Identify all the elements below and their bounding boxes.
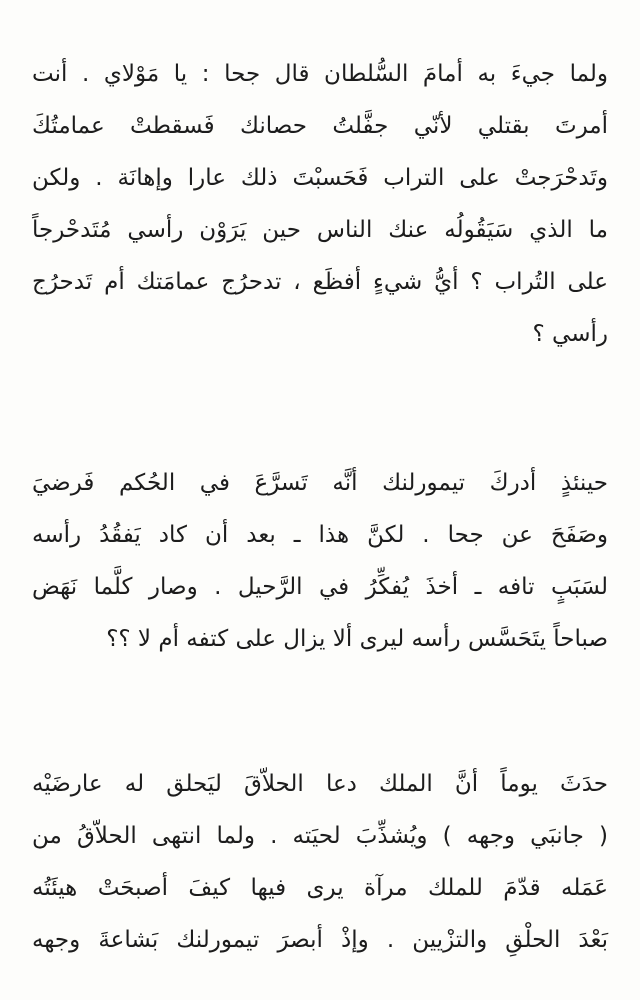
paragraph-2	[32, 457, 608, 665]
text-line: عَمَله قدّمَ للملك مرآة يرى فيها كيفَ أصبحَتْ هيئَتُه	[32, 875, 608, 901]
text-line: وصَفَحَ عن جحا . لكنَّ هذا ـ بعد أن كاد يَفقُدُ رأسه	[32, 522, 608, 548]
paragraph-1	[32, 48, 608, 360]
text-line: بَعْدَ الحلْقِ والتزْيين . وإذْ أبصرَ تيمورلنك بَشاعةَ وجهه	[32, 927, 608, 953]
text-line: أمرتَ بقتلي لأنّي جفَّلتُ حصانك فَسقطتْ عمامتُكَ	[32, 113, 608, 139]
text-line: لسَبَبٍ تافه ـ أخذَ يُفكِّرُ في الرَّحيل . وصار كلَّما نَهَض	[32, 574, 608, 600]
text-line: وتَدحْرَجتْ على التراب فَحَسبْتَ ذلك عارا وإهانَة . ولكن	[32, 165, 608, 191]
text-line: ولما جيءَ به أمامَ السُّلطان قال جحا : يا مَوْلاي . أنت	[32, 61, 608, 87]
text-line: حينئذٍ أدركَ تيمورلنك أنَّه تَسرَّعَ في الحُكم فَرضيَ	[32, 470, 608, 496]
text-line: رأسي ؟	[532, 321, 608, 347]
text-line: على التُراب ؟ أيُّ شيءٍ أفظَع ، تدحرُج عمامَتك أم تَدحرُج	[32, 269, 608, 295]
text-line: صباحاً يتَحَسَّس رأسه ليرى ألا يزال على كتفه أم لا ؟؟	[106, 626, 608, 652]
text-line: ما الذي سَيَقُولُه عنك الناس حين يَرَوْن رأسي مُتَدحْرجاً	[32, 217, 608, 243]
paragraph-3	[32, 758, 608, 966]
text-line: ( جانبَي وجهه ) ويُشذِّبَ لحيَته . ولما انتهى الحلاّقُ من	[32, 823, 608, 849]
text-line: حدَثَ يوماً أنَّ الملك دعا الحلاّقَ ليَحلق له عارضَيْه	[32, 771, 608, 797]
